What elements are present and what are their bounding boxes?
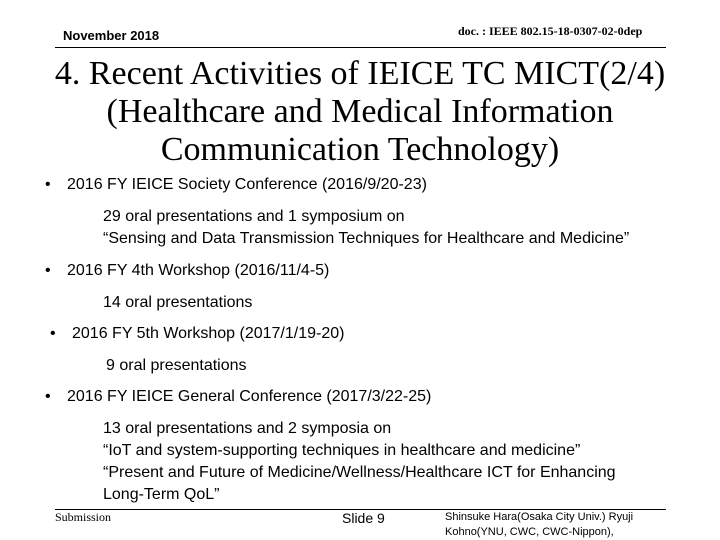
detail-line: 14 oral presentations: [103, 294, 253, 311]
slide-title-line-1: 4. Recent Activities of IEICE TC MICT(2/4): [54, 55, 666, 92]
bullet-dot: •: [50, 325, 56, 342]
detail-line: 29 oral presentations and 1 symposium on: [103, 208, 405, 225]
bullet-item: [45, 174, 427, 196]
bullet-text: 2016 FY 4th Workshop (2016/11/4-5): [67, 262, 330, 279]
detail-line: 13 oral presentations and 2 symposia on: [103, 420, 392, 437]
header-divider: [55, 47, 666, 48]
footer-slide-number: Slide 9: [342, 510, 385, 526]
slide-title: [20, 55, 700, 169]
bullet-text: 2016 FY 5th Workshop (2017/1/19-20): [72, 325, 345, 342]
detail-line: Long-Term QoL”: [103, 486, 220, 503]
slide-title-line-3: Communication Technology): [160, 131, 560, 168]
bullet-item: [50, 323, 344, 345]
header-date: November 2018: [63, 28, 160, 43]
bullet-item: [45, 386, 431, 408]
footer-authors-line-1: Shinsuke Hara(Osaka City Univ.) Ryuji: [445, 511, 634, 523]
bullet-item: [45, 260, 329, 282]
bullet-dot: •: [45, 262, 51, 279]
header-doc-id: doc. : IEEE 802.15-18-0307-02-0dep: [458, 24, 643, 38]
footer-authors: [445, 510, 695, 540]
slide-title-line-2: (Healthcare and Medical Information: [106, 93, 614, 130]
detail-line: “IoT and system-supporting techniques in healthcare and medicine”: [103, 442, 581, 459]
detail-line: “Present and Future of Medicine/Wellness/Healthcare ICT for Enhancing: [103, 464, 616, 481]
detail-line: 9 oral presentations: [106, 357, 247, 374]
footer-authors-line-2: Kohno(YNU, CWC, CWC-Nippon),: [445, 526, 614, 538]
bullet-text: 2016 FY IEICE Society Conference (2016/9/20-23): [67, 176, 427, 193]
detail-line: “Sensing and Data Transmission Techniques for Healthcare and Medicine”: [103, 230, 630, 247]
footer-submission: Submission: [55, 510, 112, 524]
bullet-dot: •: [45, 388, 51, 405]
bullet-dot: •: [45, 176, 51, 193]
bullet-text: 2016 FY IEICE General Conference (2017/3/22-25): [67, 388, 432, 405]
